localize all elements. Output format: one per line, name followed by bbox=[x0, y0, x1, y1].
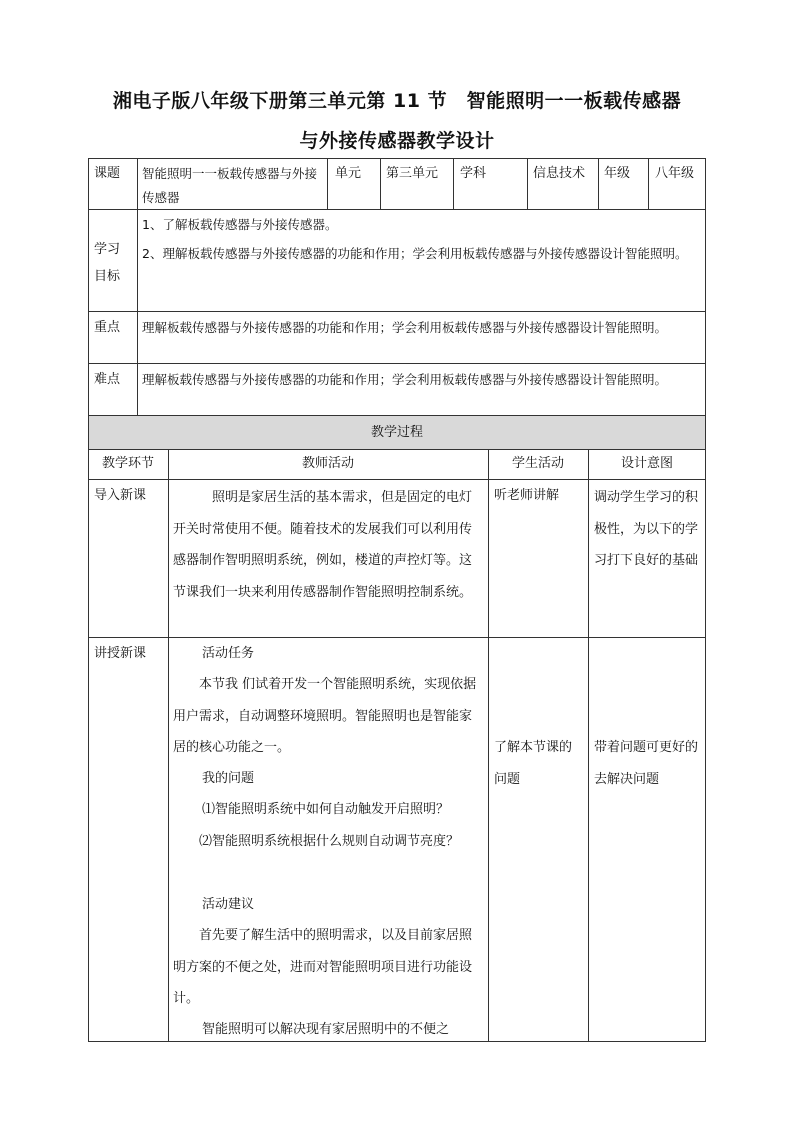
topic-label: 课题 bbox=[94, 166, 121, 181]
objectives-label-top: 学习 bbox=[94, 242, 121, 257]
unit-value: 第三单元 bbox=[386, 166, 439, 181]
subject-value: 信息技术 bbox=[533, 166, 586, 181]
new-lesson-design-intent: 带着问题可更好的去解决问题 bbox=[594, 740, 699, 787]
suggest-text: 首先要了解生活中的照明需求，以及目前家居照明方案的不便之处，进而对智能照明项目进行功能设计。 bbox=[173, 928, 473, 1006]
task-text: 本节我 们试着开发一个智能照明系统，实现依据用户需求，自动调整环境照明。智能照明也是智能家居的核心功能之一。 bbox=[173, 677, 477, 755]
document-title-line1: 湘电子版八年级下册第三单元第 11 节 智能照明一一板载传感器 bbox=[112, 90, 682, 112]
objectives-label-bottom: 目标 bbox=[94, 269, 121, 284]
grade-label: 年级 bbox=[604, 166, 631, 181]
intro-teacher-activity: 照明是家居生活的基本需求，但是固定的电灯开关时常使用不便。随着技术的发展我们可以利用传感器制作智明照明系统，例如，楼道的声控灯等。这节课我们一块来利用传感器制作智能照明控制系统。 bbox=[173, 490, 473, 600]
new-lesson-stage: 讲授新课 bbox=[94, 646, 147, 661]
grade-value: 八年级 bbox=[655, 166, 695, 181]
question-2: ⑵智能照明系统根据什么规则自动调节亮度？ bbox=[199, 834, 460, 849]
unit-label: 单元 bbox=[335, 166, 362, 181]
intro-student-activity: 听老师讲解 bbox=[494, 488, 560, 503]
key-point-label: 重点 bbox=[94, 320, 121, 335]
column-stage: 教学环节 bbox=[101, 456, 154, 471]
question-1: ⑴智能照明系统中如何自动触发开启照明？ bbox=[202, 802, 450, 817]
intro-design-intent: 调动学生学习的积极性，为以下的学习打下良好的基础 bbox=[594, 490, 699, 568]
column-student: 学生活动 bbox=[511, 456, 564, 471]
intro-stage: 导入新课 bbox=[94, 488, 147, 503]
question-heading: 我的问题 bbox=[202, 771, 255, 786]
column-intent: 设计意图 bbox=[620, 456, 673, 471]
suggest-heading: 活动建议 bbox=[202, 897, 255, 912]
objective-item-2: 2、理解板载传感器与外接传感器的功能和作用；学会利用板载传感器与外接传感器设计智能照明。 bbox=[142, 246, 688, 261]
difficulty-text: 理解板载传感器与外接传感器的功能和作用；学会利用板载传感器与外接传感器设计智能照明。 bbox=[142, 372, 668, 387]
topic-value: 智能照明一一板载传感器与外接传感器 bbox=[142, 166, 318, 205]
subject-label: 学科 bbox=[460, 166, 487, 181]
key-point-text: 理解板载传感器与外接传感器的功能和作用；学会利用板载传感器与外接传感器设计智能照明。 bbox=[142, 320, 668, 335]
objective-item-1: 1、了解板载传感器与外接传感器。 bbox=[142, 217, 338, 232]
last-text: 智能照明可以解决现有家居照明中的不便之 bbox=[202, 1022, 450, 1037]
document-title-line2: 与外接传感器教学设计 bbox=[299, 130, 495, 152]
task-heading: 活动任务 bbox=[202, 646, 255, 661]
new-lesson-student-activity: 了解本节课的问题 bbox=[494, 740, 573, 787]
column-teacher: 教师活动 bbox=[301, 456, 354, 471]
difficulty-label: 难点 bbox=[94, 372, 121, 387]
process-header: 教学过程 bbox=[370, 425, 423, 440]
